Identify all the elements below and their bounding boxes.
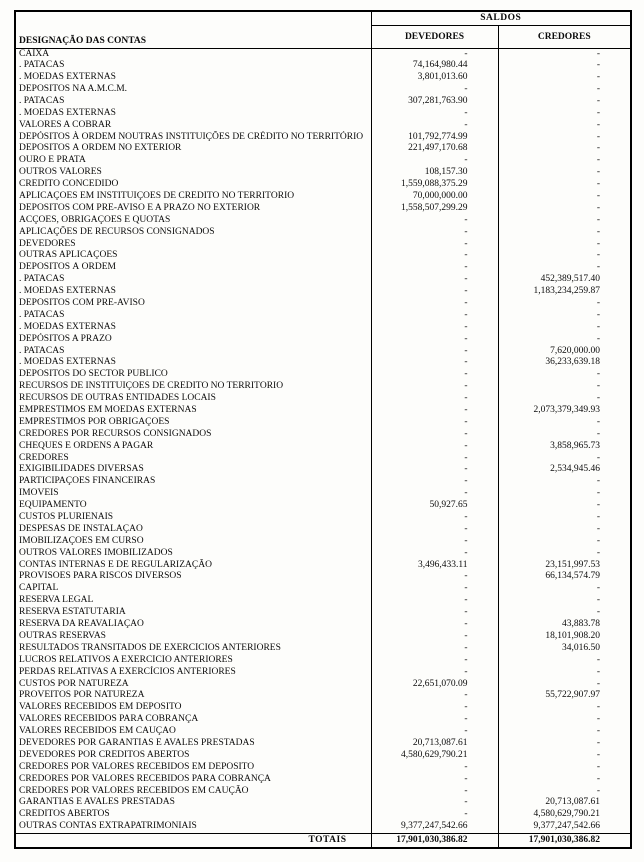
- devedores-value: -: [371, 512, 498, 524]
- credores-value: -: [498, 548, 631, 560]
- account-name: . MOEDAS EXTERNAS: [19, 357, 116, 368]
- account-name: . PATACAS: [19, 95, 65, 106]
- account-name: DESPESAS DE INSTALAÇÃO: [19, 523, 143, 534]
- account-name: OUTROS VALORES IMOBILIZADOS: [19, 547, 173, 558]
- devedores-value: 307,281,763.90: [371, 96, 498, 108]
- table-row: [15, 690, 631, 702]
- account-name: RESERVA ESTATUTÁRIA: [19, 607, 126, 618]
- credores-value: -: [498, 429, 631, 441]
- account-name: CAPITAL: [19, 583, 59, 594]
- table-row: [15, 60, 631, 72]
- account-name: IMÓVEIS: [19, 488, 59, 499]
- totals-label: TOTAIS: [15, 833, 371, 848]
- accounts-rows: [15, 48, 631, 833]
- accounts-table: [14, 10, 632, 849]
- devedores-value: -: [371, 464, 498, 476]
- credores-value: -: [498, 381, 631, 393]
- credores-value: -: [498, 773, 631, 785]
- devedores-value: -: [371, 215, 498, 227]
- account-name: RESERVA DA REAVALIAÇÃO: [19, 619, 144, 630]
- devedores-value: -: [371, 809, 498, 821]
- credores-value: -: [498, 84, 631, 96]
- account-name: DEVEDORES POR GARANTIAS E AVALES PRESTADAS: [19, 737, 255, 748]
- credores-value: -: [498, 655, 631, 667]
- credores-value: -: [498, 322, 631, 334]
- table-row: [15, 96, 631, 108]
- table-row: [15, 488, 631, 500]
- devedores-value: -: [371, 345, 498, 357]
- account-name: . PATACAS: [19, 60, 65, 71]
- table-row: [15, 476, 631, 488]
- account-name: CONTAS INTERNAS E DE REGULARIZAÇÃO: [19, 559, 212, 570]
- table-row: [15, 464, 631, 476]
- table-row: [15, 738, 631, 750]
- table-row: [15, 333, 631, 345]
- saldos-header-row: [15, 11, 631, 25]
- table-row: [15, 452, 631, 464]
- table-row: [15, 203, 631, 215]
- credores-value: -: [498, 738, 631, 750]
- account-name: VALORES A COBRAR: [19, 119, 112, 130]
- credores-value: -: [498, 488, 631, 500]
- devedores-value: -: [371, 108, 498, 120]
- table-row: [15, 250, 631, 262]
- devedores-value: -: [371, 488, 498, 500]
- table-row: [15, 72, 631, 84]
- devedores-value: 3,801,013.60: [371, 72, 498, 84]
- credores-value: -: [498, 96, 631, 108]
- table-row: [15, 643, 631, 655]
- devedores-value: -: [371, 452, 498, 464]
- table-row: [15, 48, 631, 60]
- credores-value: -: [498, 191, 631, 203]
- table-row: [15, 119, 631, 131]
- table-row: [15, 226, 631, 238]
- account-name: OUTROS VALORES: [19, 167, 102, 178]
- devedores-value: -: [371, 536, 498, 548]
- account-name: CREDORES POR VALORES RECEBIDOS EM CAUÇÃO: [19, 785, 249, 796]
- credores-value: 43,883.78: [498, 619, 631, 631]
- credores-value: -: [498, 726, 631, 738]
- account-name: RESULTADOS TRANSITADOS DE EXERCÍCIOS ANTERIORES: [19, 642, 281, 653]
- devedores-value: 22,651,070.09: [371, 678, 498, 690]
- account-name: DEPÓSITOS NA A.M.C.M.: [19, 83, 128, 94]
- devedores-value: -: [371, 333, 498, 345]
- account-name: OURO E PRATA: [19, 155, 86, 166]
- account-name: DEPÓSITOS À ORDEM NO EXTERIOR: [19, 143, 182, 154]
- devedores-value: 1,559,088,375.29: [371, 179, 498, 191]
- devedores-value: -: [371, 417, 498, 429]
- credores-value: 452,389,517.40: [498, 274, 631, 286]
- devedores-column-header: DEVEDORES: [371, 25, 498, 48]
- table-row: [15, 678, 631, 690]
- devedores-value: -: [371, 524, 498, 536]
- account-name: DEVEDORES: [19, 238, 76, 249]
- account-name: PROVISÕES PARA RISCOS DIVERSOS: [19, 571, 182, 582]
- credores-value: -: [498, 298, 631, 310]
- account-name: CREDORES POR VALORES RECEBIDOS EM DEPÓSITO: [19, 761, 255, 772]
- table-row: [15, 559, 631, 571]
- devedores-value: -: [371, 726, 498, 738]
- credores-value: 34,016.50: [498, 643, 631, 655]
- credores-value: -: [498, 536, 631, 548]
- account-name: . MOEDAS EXTERNAS: [19, 321, 116, 332]
- table-row: [15, 310, 631, 322]
- devedores-value: -: [371, 571, 498, 583]
- table-row: [15, 84, 631, 96]
- account-name: APLICAÇÕES DE RECURSOS CONSIGNADOS: [19, 226, 215, 237]
- account-name: ACÇÕES, OBRIGAÇÕES E QUOTAS: [19, 214, 171, 225]
- account-name: DEPÓSITOS COM PRÉ-AVISO E A PRAZO NO EXTERIOR: [19, 202, 261, 213]
- account-name: OUTRAS APLICAÇÕES: [19, 250, 118, 261]
- saldos-header: SALDOS: [371, 11, 631, 25]
- account-name: CREDORES POR RECURSOS CONSIGNADOS: [19, 428, 212, 439]
- table-row: [15, 417, 631, 429]
- devedores-value: -: [371, 405, 498, 417]
- credores-value: -: [498, 310, 631, 322]
- credores-column-header: CREDORES: [498, 25, 631, 48]
- table-row: [15, 702, 631, 714]
- credores-value: -: [498, 179, 631, 191]
- account-name: EQUIPAMENTO: [19, 500, 87, 511]
- table-row: [15, 536, 631, 548]
- credores-value: 4,580,629,790.21: [498, 809, 631, 821]
- table-row: [15, 179, 631, 191]
- table-row: [15, 357, 631, 369]
- account-name: EMPRÉSTIMOS POR OBRIGAÇÕES: [19, 416, 170, 427]
- table-row: [15, 762, 631, 774]
- table-row: [15, 571, 631, 583]
- account-name: DEPÓSITOS À ORDEM NOUTRAS INSTITUIÇÕES DE CRÉDITO NO TERRITÓRIO: [19, 131, 364, 142]
- credores-value: -: [498, 143, 631, 155]
- devedores-value: 108,157.30: [371, 167, 498, 179]
- credores-value: -: [498, 500, 631, 512]
- credores-value: -: [498, 48, 631, 60]
- devedores-value: -: [371, 155, 498, 167]
- devedores-value: -: [371, 643, 498, 655]
- table-row: [15, 167, 631, 179]
- table-row: [15, 631, 631, 643]
- account-name: CUSTOS PLURIENAIS: [19, 512, 114, 523]
- account-name: . MOEDAS EXTERNAS: [19, 286, 116, 297]
- table-row: [15, 607, 631, 619]
- account-name: CREDORES POR VALORES RECEBIDOS PARA COBRANÇA: [19, 773, 271, 784]
- credores-value: -: [498, 785, 631, 797]
- table-row: [15, 345, 631, 357]
- account-name: DEPÓSITOS À ORDEM: [19, 262, 116, 273]
- credores-value: -: [498, 167, 631, 179]
- devedores-value: -: [371, 619, 498, 631]
- credores-value: 2,073,379,349.93: [498, 405, 631, 417]
- credores-value: -: [498, 417, 631, 429]
- devedores-value: -: [371, 583, 498, 595]
- devedores-value: -: [371, 393, 498, 405]
- credores-value: -: [498, 119, 631, 131]
- table-row: [15, 655, 631, 667]
- account-name: VALORES RECEBIDOS PARA COBRANÇA: [19, 714, 199, 725]
- account-name: VALORES RECEBIDOS EM CAUÇÃO: [19, 726, 176, 737]
- table-row: [15, 500, 631, 512]
- account-name: DEPÓSITOS DO SECTOR PÚBLICO: [19, 369, 168, 380]
- credores-value: -: [498, 393, 631, 405]
- credores-value: -: [498, 476, 631, 488]
- table-row: [15, 131, 631, 143]
- table-row: [15, 298, 631, 310]
- devedores-value: -: [371, 369, 498, 381]
- credores-value: -: [498, 369, 631, 381]
- credores-value: 66,134,574.79: [498, 571, 631, 583]
- credores-value: -: [498, 666, 631, 678]
- account-name: RESERVA LEGAL: [19, 595, 94, 606]
- credores-value: 2,534,945.46: [498, 464, 631, 476]
- devedores-value: 3,496,433.11: [371, 559, 498, 571]
- account-name: GARANTIAS E AVALES PRESTADAS: [19, 797, 175, 808]
- table-row: [15, 595, 631, 607]
- credores-value: -: [498, 702, 631, 714]
- table-row: [15, 441, 631, 453]
- devedores-value: -: [371, 238, 498, 250]
- table-row: [15, 809, 631, 821]
- table-row: [15, 143, 631, 155]
- credores-value: 20,713,087.61: [498, 797, 631, 809]
- table-row: [15, 108, 631, 120]
- table-row: [15, 393, 631, 405]
- table-row: [15, 619, 631, 631]
- devedores-value: -: [371, 250, 498, 262]
- table-row: [15, 821, 631, 833]
- devedores-value: -: [371, 631, 498, 643]
- devedores-value: -: [371, 357, 498, 369]
- credores-value: 1,183,234,259.87: [498, 286, 631, 298]
- table-row: [15, 286, 631, 298]
- credores-value: -: [498, 452, 631, 464]
- account-name: CRÉDITOS ABERTOS: [19, 809, 110, 820]
- totals-credores-value: 17,901,030,386.82: [498, 833, 631, 848]
- account-name: PERDAS RELATIVAS A EXERCÍCIOS ANTERIORES: [19, 666, 236, 677]
- devedores-value: -: [371, 714, 498, 726]
- table-row: [15, 666, 631, 678]
- devedores-value: -: [371, 48, 498, 60]
- credores-value: -: [498, 72, 631, 84]
- devedores-value: -: [371, 226, 498, 238]
- account-name: RECURSOS DE INSTITUIÇÕES DE CRÉDITO NO TERRITÓRIO: [19, 381, 284, 392]
- credores-value: -: [498, 714, 631, 726]
- credores-value: -: [498, 524, 631, 536]
- credores-value: -: [498, 607, 631, 619]
- devedores-value: -: [371, 666, 498, 678]
- account-name: EXIGIBILIDADES DIVERSAS: [19, 464, 144, 475]
- credores-value: 3,858,965.73: [498, 441, 631, 453]
- devedores-value: 50,927.65: [371, 500, 498, 512]
- table-row: [15, 155, 631, 167]
- account-name: PARTICIPAÇÕES FINANCEIRAS: [19, 476, 156, 487]
- devedores-value: -: [371, 476, 498, 488]
- table-row: [15, 381, 631, 393]
- credores-value: -: [498, 333, 631, 345]
- column-headers-row: [15, 25, 631, 48]
- devedores-value: 9,377,247,542.66: [371, 821, 498, 833]
- table-row: [15, 583, 631, 595]
- devedores-value: -: [371, 262, 498, 274]
- devedores-value: 1,558,507,299.29: [371, 203, 498, 215]
- account-name: CUSTOS POR NATUREZA: [19, 678, 129, 689]
- devedores-value: 4,580,629,790.21: [371, 750, 498, 762]
- table-row: [15, 191, 631, 203]
- table-row: [15, 274, 631, 286]
- account-name: . PATACAS: [19, 345, 65, 356]
- table-row: [15, 714, 631, 726]
- table-row: [15, 238, 631, 250]
- devedores-value: -: [371, 702, 498, 714]
- devedores-value: -: [371, 119, 498, 131]
- table-row: [15, 726, 631, 738]
- designacao-das-contas-header: DESIGNAÇÃO DAS CONTAS: [15, 25, 371, 48]
- devedores-value: 74,164,980.44: [371, 60, 498, 72]
- table-row: [15, 750, 631, 762]
- devedores-value: -: [371, 690, 498, 702]
- devedores-value: -: [371, 785, 498, 797]
- table-row: [15, 322, 631, 334]
- credores-value: 7,620,000.00: [498, 345, 631, 357]
- devedores-value: -: [371, 274, 498, 286]
- account-name: CREDORES: [19, 452, 69, 463]
- devedores-value: -: [371, 655, 498, 667]
- account-name: LUCROS RELATIVOS A EXERCÍCIO ANTERIORES: [19, 654, 233, 665]
- credores-value: -: [498, 262, 631, 274]
- account-name: VALORES RECEBIDOS EM DEPÓSITO: [19, 702, 182, 713]
- devedores-value: -: [371, 762, 498, 774]
- account-name: . MOEDAS EXTERNAS: [19, 107, 116, 118]
- credores-value: -: [498, 215, 631, 227]
- account-name: CHEQUES E ORDENS A PAGAR: [19, 440, 154, 451]
- account-name: OUTRAS CONTAS EXTRAPATRIMONIAIS: [19, 821, 197, 831]
- credores-value: -: [498, 750, 631, 762]
- credores-value: -: [498, 226, 631, 238]
- devedores-value: -: [371, 322, 498, 334]
- credores-value: -: [498, 238, 631, 250]
- account-name: RECURSOS DE OUTRAS ENTIDADES LOCAIS: [19, 393, 216, 404]
- empty-header-cell: [15, 11, 371, 25]
- table-row: [15, 262, 631, 274]
- devedores-value: -: [371, 381, 498, 393]
- credores-value: -: [498, 60, 631, 72]
- table-row: [15, 548, 631, 560]
- account-name: . PATACAS: [19, 274, 65, 285]
- account-name: CRÉDITO CONCEDIDO: [19, 179, 119, 190]
- devedores-value: -: [371, 548, 498, 560]
- devedores-value: 101,792,774.99: [371, 131, 498, 143]
- account-name: OUTRAS RESERVAS: [19, 630, 106, 641]
- table-row: [15, 773, 631, 785]
- account-name: DEPÓSITOS A PRAZO: [19, 333, 112, 344]
- account-name: . MOEDAS EXTERNAS: [19, 72, 116, 83]
- totals-devedores-value: 17,901,030,386.82: [371, 833, 498, 848]
- account-name: PROVEITOS POR NATUREZA: [19, 690, 145, 701]
- devedores-value: -: [371, 298, 498, 310]
- devedores-value: 221,497,170.68: [371, 143, 498, 155]
- devedores-value: -: [371, 595, 498, 607]
- credores-value: 36,233,639.18: [498, 357, 631, 369]
- devedores-value: -: [371, 441, 498, 453]
- credores-value: 9,377,247,542.66: [498, 821, 631, 833]
- table-row: [15, 369, 631, 381]
- devedores-value: -: [371, 310, 498, 322]
- credores-value: -: [498, 512, 631, 524]
- credores-value: -: [498, 155, 631, 167]
- credores-value: -: [498, 583, 631, 595]
- credores-value: -: [498, 678, 631, 690]
- totals-row: [15, 833, 631, 848]
- credores-value: 23,151,997.53: [498, 559, 631, 571]
- account-name: EMPRÉSTIMOS EM MOEDAS EXTERNAS: [19, 405, 197, 416]
- devedores-value: -: [371, 286, 498, 298]
- account-name: IMOBILIZAÇÕES EM CURSO: [19, 535, 144, 546]
- credores-value: -: [498, 250, 631, 262]
- table-row: [15, 405, 631, 417]
- table-row: [15, 797, 631, 809]
- credores-value: 18,101,908.20: [498, 631, 631, 643]
- account-name: CAIXA: [19, 48, 50, 59]
- table-row: [15, 785, 631, 797]
- credores-value: -: [498, 203, 631, 215]
- credores-value: 55,722,907.97: [498, 690, 631, 702]
- account-name: . PATACAS: [19, 309, 65, 320]
- account-name: DEPÓSITOS COM PRÉ-AVISO: [19, 298, 145, 308]
- credores-value: -: [498, 131, 631, 143]
- devedores-value: -: [371, 429, 498, 441]
- devedores-value: -: [371, 84, 498, 96]
- devedores-value: 70,000,000.00: [371, 191, 498, 203]
- table-row: [15, 215, 631, 227]
- credores-value: -: [498, 595, 631, 607]
- table-row: [15, 524, 631, 536]
- table-row: [15, 512, 631, 524]
- credores-value: -: [498, 762, 631, 774]
- table-row: [15, 429, 631, 441]
- devedores-value: -: [371, 607, 498, 619]
- account-name: DEVEDORES POR CRÉDITOS ABERTOS: [19, 749, 190, 760]
- credores-value: -: [498, 108, 631, 120]
- devedores-value: 20,713,087.61: [371, 738, 498, 750]
- devedores-value: -: [371, 773, 498, 785]
- devedores-value: -: [371, 797, 498, 809]
- account-name: APLICAÇÕES EM INSTITUIÇÕES DE CRÉDITO NO TERRITÓRIO: [19, 190, 295, 201]
